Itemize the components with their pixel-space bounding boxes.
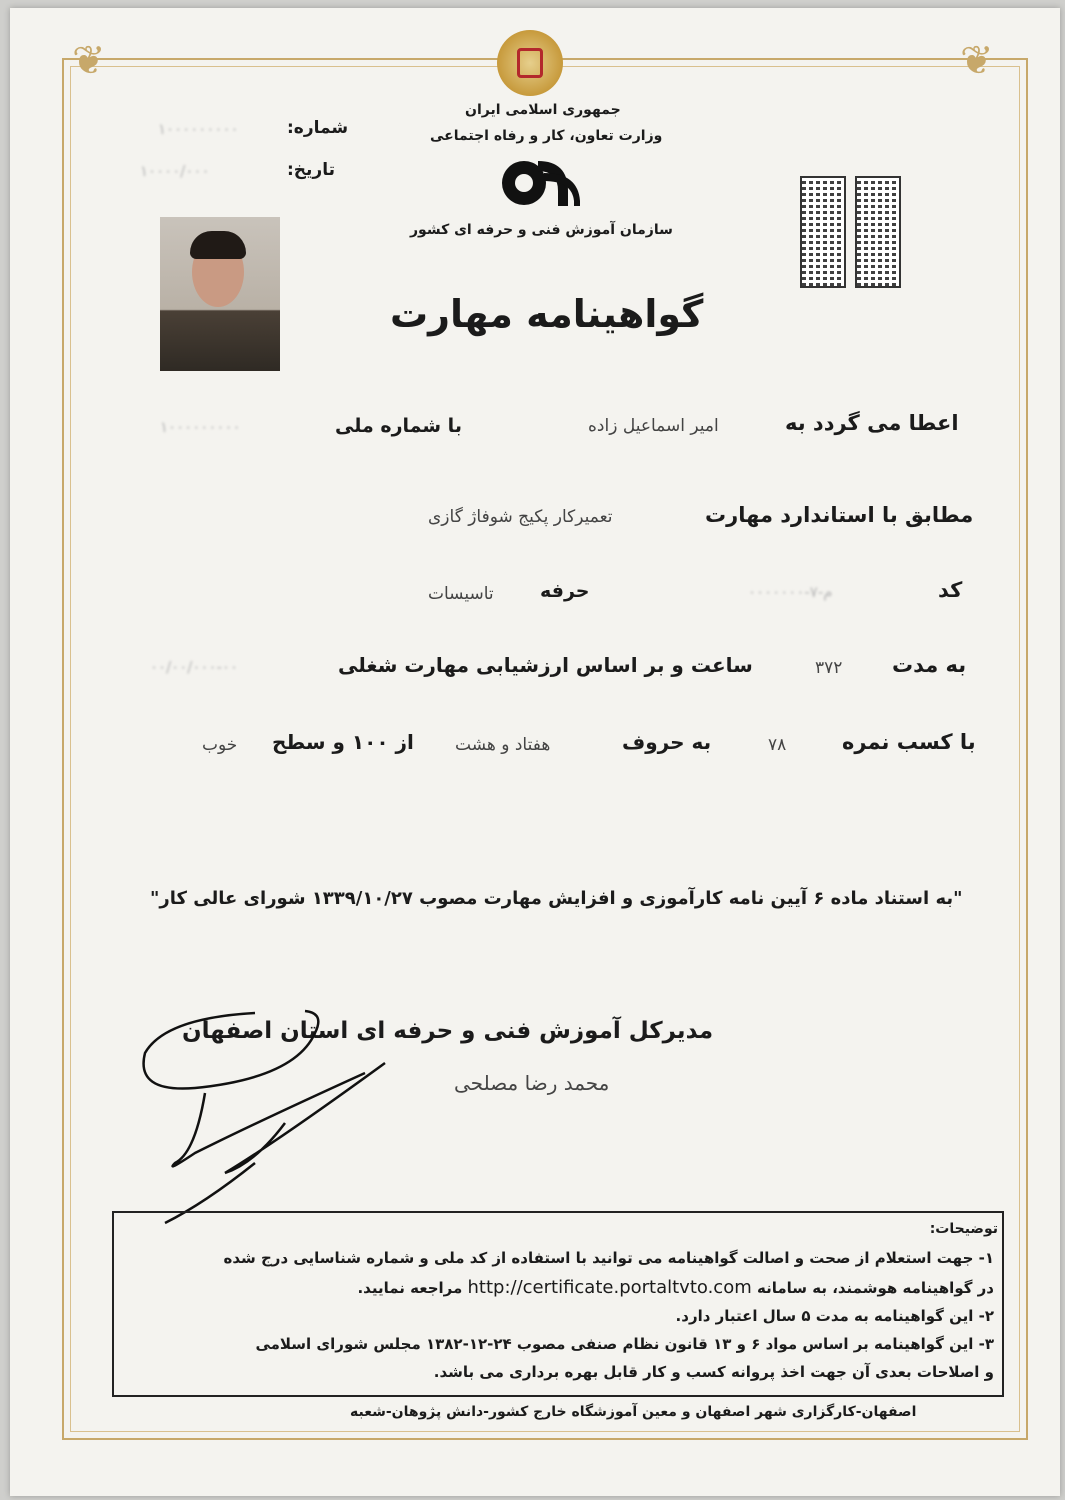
footer-text: اصفهان-کارگزاری شهر اصفهان و معین آموزشگاه خارج کشور-دانش پژوهان-شعبه bbox=[350, 1404, 917, 1420]
qr-code-icon bbox=[800, 176, 846, 288]
ministry-label: وزارت تعاون، کار و رفاه اجتماعی bbox=[430, 128, 663, 144]
note-line-4: ۳- این گواهینامه بر اساس مواد ۶ و ۱۳ قانون نظام صنفی مصوب ۲۴-۱۲-۱۳۸۲ مجلس شورای اسلامی bbox=[255, 1335, 994, 1353]
signatory-title: مدیرکل آموزش فنی و حرفه ای استان اصفهان bbox=[182, 1018, 714, 1044]
qr-code-icon bbox=[855, 176, 901, 288]
signature-icon bbox=[135, 993, 425, 1228]
standard-value: تعمیرکار پکیج شوفاژ گازی bbox=[428, 507, 613, 527]
score-label: با کسب نمره bbox=[842, 730, 976, 754]
organization-label: سازمان آموزش فنی و حرفه ای کشور bbox=[410, 222, 673, 238]
holder-photo bbox=[160, 217, 280, 371]
trade-label: حرفه bbox=[540, 580, 590, 602]
signatory-name: محمد رضا مصلحی bbox=[454, 1071, 610, 1095]
letters-value: هفتاد و هشت bbox=[455, 735, 551, 755]
corner-ornament-icon: ❦ bbox=[72, 38, 106, 84]
note-line-2 bbox=[357, 1277, 994, 1298]
level-value: خوب bbox=[202, 735, 238, 755]
trade-value: تاسیسات bbox=[428, 584, 494, 604]
certificate-url-link[interactable]: http://certificate.portaltvto.com bbox=[467, 1277, 752, 1298]
national-id-label: با شماره ملی bbox=[335, 415, 462, 437]
hours-label: ساعت و بر اساس ارزشیابی مهارت شغلی bbox=[338, 653, 753, 677]
date-label: تاریخ: bbox=[287, 160, 335, 180]
holder-name: امیر اسماعیل زاده bbox=[588, 416, 719, 436]
legal-basis: "به استناد ماده ۶ آیین نامه کارآموزی و افزایش مهارت مصوب ۱۳۳۹/۱۰/۲۷ شورای عالی کار" bbox=[150, 888, 963, 909]
number-value: ۱۰۰۰۰۰۰۰۰۰ bbox=[158, 120, 239, 138]
date-value: ۱۰۰۰۰/۰۰۰ bbox=[140, 162, 210, 180]
republic-label: جمهوری اسلامی ایران bbox=[465, 102, 621, 118]
national-id-value: ۱۰۰۰۰۰۰۰۰۰ bbox=[160, 418, 241, 436]
note-line-3: ۲- این گواهینامه به مدت ۵ سال اعتبار دارد. bbox=[675, 1307, 994, 1325]
certificate-page bbox=[10, 8, 1060, 1496]
notes-box bbox=[112, 1211, 1004, 1397]
granted-label: اعطا می گردد به bbox=[785, 411, 959, 435]
notes-heading: توضیحات: bbox=[929, 1221, 998, 1237]
letters-label: به حروف bbox=[622, 730, 712, 754]
standard-label: مطابق با استاندارد مهارت bbox=[705, 503, 974, 527]
out-of-label: از ۱۰۰ و سطح bbox=[272, 730, 414, 754]
duration-value: ۳۷۲ bbox=[815, 658, 843, 678]
score-value: ۷۸ bbox=[768, 735, 787, 755]
number-label: شماره: bbox=[287, 118, 349, 138]
note-line-2-post: مراجعه نمایید. bbox=[357, 1279, 463, 1297]
duration-label: به مدت bbox=[892, 653, 967, 677]
certificate-title: گواهینامه مهارت bbox=[390, 292, 704, 336]
corner-ornament-icon: ❦ bbox=[960, 38, 994, 84]
assessment-value: ۰۰/۰۰/۰۰۰-۰۰ bbox=[150, 658, 239, 676]
code-label: کد bbox=[938, 578, 963, 602]
note-line-1: ۱- جهت استعلام از صحت و اصالت گواهینامه می توانید با استفاده از کد ملی و شماره شناسایی درج شده bbox=[223, 1249, 994, 1267]
iran-emblem-icon bbox=[497, 30, 563, 96]
tvto-logo-icon bbox=[498, 151, 584, 211]
note-line-2-pre: در گواهینامه هوشمند، به سامانه bbox=[756, 1279, 994, 1297]
code-value: ۰۰۰۰۰۰۰-۷-م bbox=[748, 583, 833, 601]
note-line-5: و اصلاحات بعدی آن جهت اخذ پروانه کسب و کار قابل بهره برداری می باشد. bbox=[433, 1363, 994, 1381]
